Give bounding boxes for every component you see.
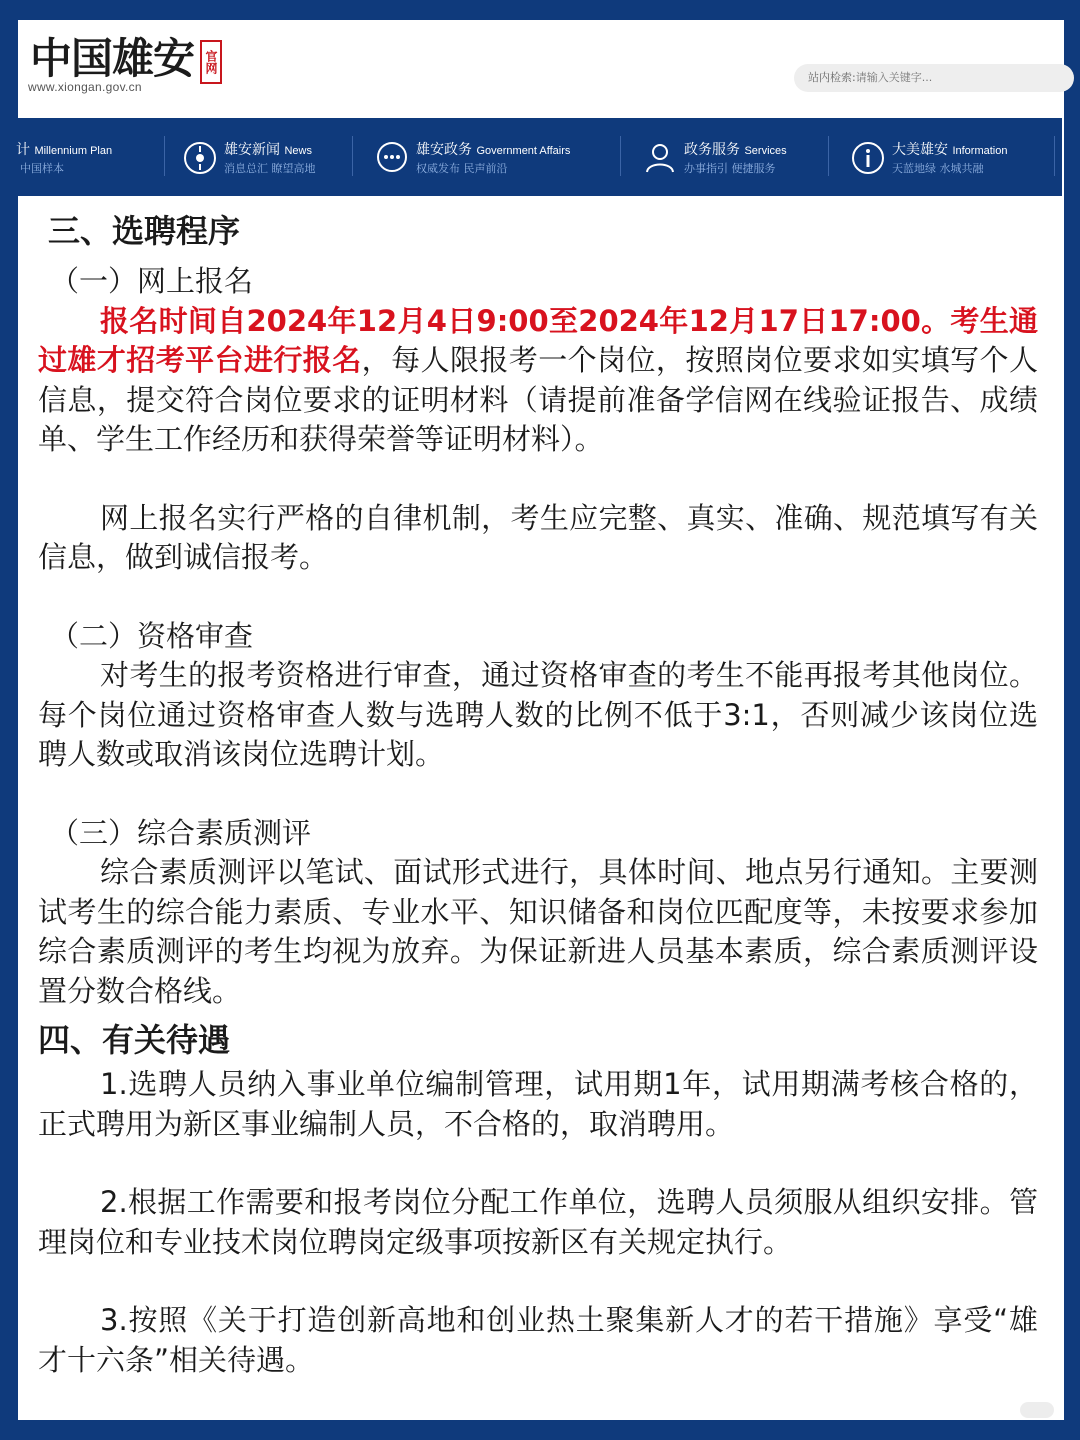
paragraph: 网上报名实行严格的自律机制，考生应完整、真实、准确、规范填写有关信息，做到诚信报考。 (38, 500, 1038, 574)
news-icon (182, 140, 218, 176)
user-icon (642, 140, 678, 176)
nav-divider (620, 136, 621, 176)
section-heading: 三、选聘程序 (48, 212, 241, 250)
nav-subtitle: 办事指引 便捷服务 (684, 161, 776, 175)
nav-item-government-affairs[interactable] (374, 132, 570, 184)
search-placeholder: 请输入关键字... (855, 71, 933, 84)
nav-subtitle: 中国样本 (20, 161, 64, 175)
logo-url: www.xiongan.gov.cn (28, 80, 142, 94)
nav-title-en: Information (952, 144, 1008, 157)
nav-title: 雄安新闻 (224, 141, 280, 158)
info-icon (850, 140, 886, 176)
main-nav (18, 118, 1062, 196)
watermark-badge (1020, 1402, 1054, 1418)
subsection-title: （三）综合素质测评 (50, 815, 312, 850)
search-label: 站内检索: (808, 71, 856, 84)
nav-item-information[interactable] (850, 132, 1007, 184)
nav-title-en: Millennium Plan (34, 144, 113, 157)
nav-title-en: Government Affairs (476, 144, 571, 157)
nav-title: 计 (16, 141, 30, 158)
nav-divider (1054, 136, 1055, 176)
nav-title-en: Services (744, 144, 787, 157)
nav-subtitle: 消息总汇 瞭望高地 (224, 161, 316, 175)
nav-title: 政务服务 (684, 141, 740, 158)
subsection-title: （一）网上报名 (50, 264, 254, 298)
article-body (38, 206, 1038, 1380)
nav-item-millennium-plan[interactable] (16, 132, 112, 184)
highlighted-text: 报名时间自2024年12月4日9:00至2024年12月17日17:00。考生通过雄才招考平台进行报名 (38, 303, 1038, 377)
nav-item-services[interactable] (642, 132, 787, 184)
subsection-title: （二）资格审查 (50, 618, 254, 653)
site-header (18, 20, 1064, 118)
search-input[interactable] (794, 64, 1074, 92)
logo-seal: 官网 (200, 40, 222, 84)
paragraph: 对考生的报考资格进行审查，通过资格审查的考生不能再报考其他岗位。每个岗位通过资格审查人数与选聘人数的比例不低于3:1，否则减少该岗位选聘人数或取消该岗位选聘计划。 (38, 658, 1038, 771)
paragraph: 1.选聘人员纳入事业单位编制管理，试用期1年，试用期满考核合格的，正式聘用为新区事业编制人员，不合格的，取消聘用。 (38, 1067, 1038, 1141)
nav-title: 雄安政务 (416, 141, 472, 158)
nav-divider (352, 136, 353, 176)
logo-text: 中国雄安 (30, 34, 195, 83)
paragraph: 综合素质测评以笔试、面试形式进行，具体时间、地点另行通知。主要测试考生的综合能力素质、专业水平、知识储备和岗位匹配度等，未按要求参加综合素质测评的考生均视为放弃。为保证新进人员基本素质，综合素质测评设置分数合格线。 (38, 855, 1038, 1008)
section-heading: 四、有关待遇 (38, 1021, 231, 1059)
nav-title-en: News (284, 144, 312, 157)
nav-subtitle: 天蓝地绿 水城共融 (892, 161, 984, 175)
nav-divider (164, 136, 165, 176)
nav-divider (828, 136, 829, 176)
paragraph: 3.按照《关于打造创新高地和创业热土聚集新人才的若干措施》享受“雄才十六条”相关待遇。 (38, 1303, 1038, 1377)
paragraph-text: ，每人限报考一个岗位，按照岗位要求如实填写个人信息，提交符合岗位要求的证明材料（请提前准备学信网在线验证报告、成绩单、学生工作经历和获得荣誉等证明材料）。 (38, 343, 1038, 456)
nav-item-news[interactable] (182, 132, 316, 184)
nav-title: 大美雄安 (892, 141, 948, 158)
paragraph: 2.根据工作需要和报考岗位分配工作单位，选聘人员须服从组织安排。管理岗位和专业技术岗位聘岗定级事项按新区有关规定执行。 (38, 1185, 1038, 1259)
nav-subtitle: 权威发布 民声前沿 (416, 161, 508, 175)
site-logo[interactable] (30, 36, 222, 84)
chat-icon (374, 140, 410, 176)
paragraph (38, 302, 1038, 460)
